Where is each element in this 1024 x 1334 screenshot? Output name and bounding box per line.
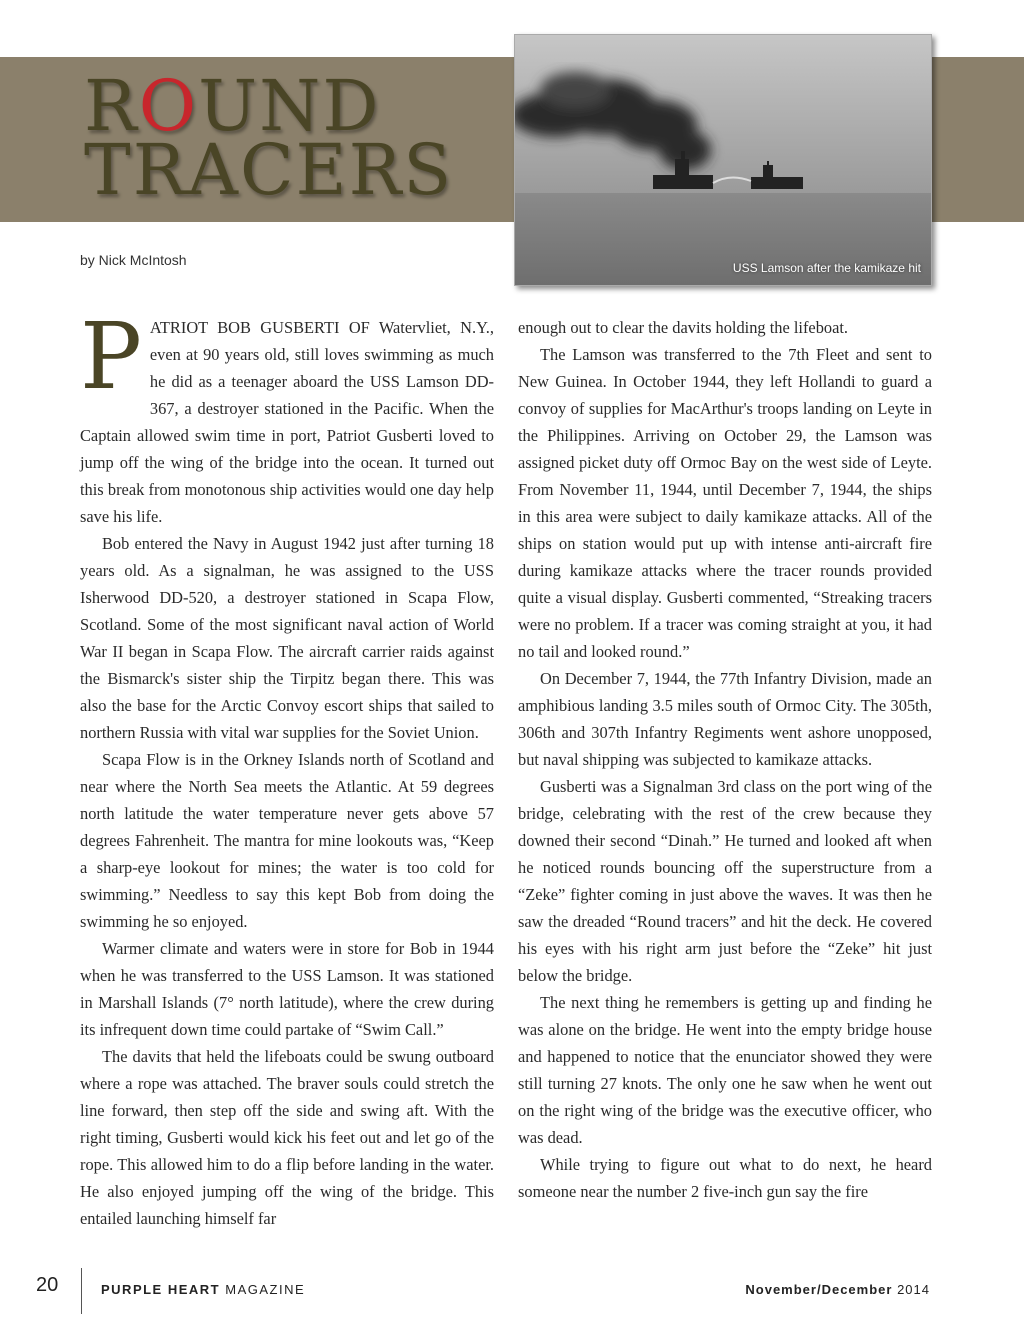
- paragraph: enough out to clear the davits holding the lifeboat.: [518, 318, 849, 337]
- article-column-2: [518, 314, 932, 1205]
- magazine-name-bold: PURPLE HEART: [101, 1282, 221, 1297]
- magazine-name: [101, 1282, 305, 1297]
- paragraph: Bob entered the Navy in August 1942 just after turning 18 years old. As a signalman, he was assigned to the USS Isherwood DD-520, a destroyer stationed in Scapa Flow, Scotland. Some of the most significant naval action of World War II began in Scapa Flow. The aircraft carrier raids against the Bismarck's sister ship the Tirpitz began there. This was also the base for the Arctic Convoy escort ships that sailed to northern Russia with vital war supplies for the Soviet Union.: [80, 534, 494, 742]
- paragraph: On December 7, 1944, the 77th Infantry Division, made an amphibious landing 3.5 miles south of Ormoc City. The 305th, 306th and 307th Infantry Regiments went ashore unopposed, but naval shipping was subjected to kamikaze attacks.: [518, 669, 932, 769]
- drop-cap: P: [80, 303, 142, 410]
- paragraph: The Lamson was transferred to the 7th Fleet and sent to New Guinea. In October 1944, they left Hollandi to guard a convoy of supplies for MacArthur's troops landing on Leyte in the Philippines. Arriving on October 29, the Lamson was assigned picket duty off Ormoc Bay on the west side of Leyte. From November 11, 1944, until December 7, 1944, the ships in this area were subject to daily kamikaze attacks. All of the ships on station would put up with intense anti-aircraft fire during kamikaze attacks where the tracer rounds provided quite a visual display. Gusberti commented, “Streaking tracers were no problem. If a tracer was coming straight at you, it had no tail and looked round.”: [518, 345, 932, 661]
- article-title: [84, 65, 454, 212]
- paragraph: Gusberti was a Signalman 3rd class on the port wing of the bridge, celebrating with the rest of the crew because they downed their second “Dinah.” He turned and looked aft when he noticed rounds bouncing off the superstructure from a “Zeke” fighter coming in just above the waves. It was then he saw the dreaded “Round tracers” and hit the deck. He covered his eyes with his right arm just before the “Zeke” hit just below the bridge.: [518, 777, 932, 985]
- title-letter-r: R: [84, 65, 139, 147]
- issue-date: [745, 1282, 930, 1297]
- paragraph: The next thing he remembers is getting up and finding he was alone on the bridge. He went into the empty bridge house and happened to notice that the enunciator showed they were still turning 27 knots. The only one he saw when he went out on the right wing of the bridge was the executive officer, who was dead.: [518, 993, 932, 1147]
- footer-divider: [81, 1268, 82, 1314]
- byline: by Nick McIntosh: [80, 252, 187, 268]
- paragraph: The davits that held the lifeboats could be swung outboard where a rope was attached. The braver souls could stretch the line forward, then step off the side and swing aft. With the right timing, Gusberti would kick his feet out and let go of the rope. This allowed him to do a flip before landing in the water. He also enjoyed jumping off the wing of the bridge. This entailed launching himself far: [80, 1047, 494, 1228]
- magazine-name-rest: MAGAZINE: [220, 1282, 306, 1297]
- issue-year: 2014: [892, 1282, 930, 1297]
- photo-caption: USS Lamson after the kamikaze hit: [732, 261, 921, 275]
- paragraph: ATRIOT BOB GUSBERTI OF Watervliet, N.Y., even at 90 years old, still loves swimming as much he did as a teenager aboard the USS Lamson DD-367, a destroyer stationed in the Pacific. When the Captain allowed swim time in port, Patriot Gusberti loved to jump off the wing of the bridge into the ocean. It turned out this break from monotonous ship activities would one day help save his life.: [80, 318, 494, 526]
- title-letters-und: UND: [198, 65, 381, 147]
- ship-photo: [514, 34, 932, 286]
- title-letter-o-red: O: [138, 65, 199, 147]
- article-column-1: [80, 303, 494, 1232]
- title-line-2: TRACERS: [84, 129, 454, 212]
- paragraph: Warmer climate and waters were in store for Bob in 1944 when he was transferred to the USS Lamson. It was stationed in Marshall Islands (7° north latitude), where the crew during its infrequent down time could partake of “Swim Call.”: [80, 939, 494, 1039]
- issue-month: November/December: [745, 1282, 893, 1297]
- ship-smoke-illustration: [515, 35, 931, 285]
- paragraph: Scapa Flow is in the Orkney Islands north of Scotland and near where the North Sea meets the Atlantic. At 59 degrees north latitude the water temperature never gets above 57 degrees Fahrenheit. The mantra for mine lookouts was, “Keep a sharp-eye lookout for mines; the water is too cold for swimming.” Needless to say this kept Bob from doing the swimming he so enjoyed.: [80, 750, 494, 931]
- paragraph: While trying to figure out what to do next, he heard someone near the number 2 five-inch gun say the fire: [518, 1155, 932, 1201]
- page-number: 20: [36, 1274, 59, 1296]
